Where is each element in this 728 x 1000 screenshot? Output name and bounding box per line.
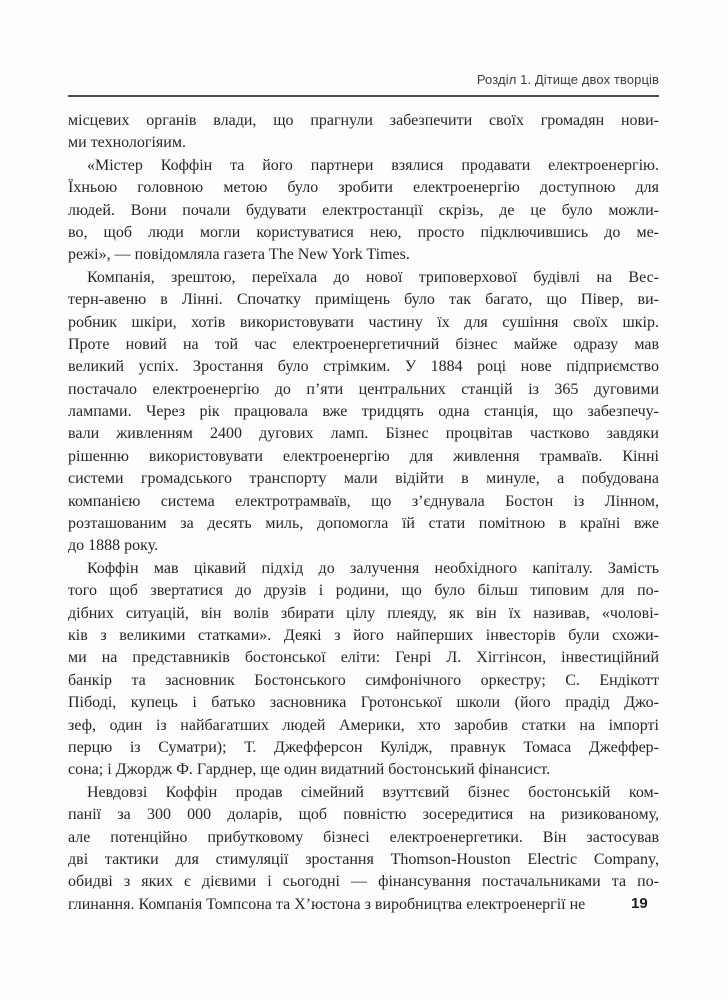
text-line: панії за 300 000 доларів, щоб повністю зосередитися на ризикованому, xyxy=(68,806,659,824)
paragraph xyxy=(68,155,659,267)
text-line: великий успіх. Зростання було стрімким. У 1884 році нове підприємство xyxy=(68,358,659,376)
text-line: дібних ситуацій, він волів збирати цілу плеяду, як він їх називав, «чолові- xyxy=(68,604,659,622)
text-line: перцю із Суматри); Т. Джефферсон Кулідж, правнук Томаса Джеффер- xyxy=(68,738,659,756)
text-body xyxy=(68,110,659,916)
text-line: обидві з яких є дієвими і сьогодні — фінансування постачальниками та по- xyxy=(68,873,659,891)
text-line: розташованим за десять миль, допомогла їй стати помітною в країні вже xyxy=(68,515,659,533)
text-line: сона; і Джордж Ф. Гарднер, ще один видатний бостонський фінансист. xyxy=(68,761,551,779)
text-line: ми на представників бостонської еліти: Генрі Л. Хіггінсон, інвестиційний xyxy=(68,649,659,667)
text-line: Коффін мав цікавий підхід до залучення необхідного капіталу. Замість xyxy=(87,559,659,577)
text-line: Пібоді, купець і батько засновника Гротонської школи (його прадід Джо- xyxy=(68,694,659,712)
text-line: Компанія, зрештою, переїхала до нової триповерхової будівлі на Вес- xyxy=(87,268,659,286)
text-line: терн-авеню в Лінні. Спочатку приміщень було так багато, що Півер, ви- xyxy=(68,291,659,309)
text-line: Невдовзі Коффін продав сімейний взуттєвий бізнес бостонській ком- xyxy=(87,783,659,801)
text-line: компанією система електротрамваїв, що з’єднувала Бостон із Лінном, xyxy=(68,492,659,510)
paragraph xyxy=(68,110,659,155)
paragraph xyxy=(68,782,659,916)
text-line: зеф, один із найбагатших людей Америки, хто заробив статки на імпорті xyxy=(68,716,659,734)
text-line: системи громадського транспорту мали відійти в минуле, а побудована xyxy=(68,470,659,488)
text-line: глинання. Компанія Томпсона та Х’юстона з виробництва електроенергії не xyxy=(68,895,586,913)
text-line: постачало електроенергію до п’яти центральних станцій із 365 дуговими xyxy=(68,380,659,398)
text-line: того щоб звертатися до друзів і родини, що було більш типовим для по- xyxy=(68,582,659,600)
text-line: людей. Вони почали будувати електростанції скрізь, де це було можли- xyxy=(68,201,659,219)
text-line: вали живленням 2400 дугових ламп. Бізнес процвітав частково завдяки xyxy=(68,425,659,443)
text-line: Проте новий на той час електроенергетичний бізнес майже одразу мав xyxy=(68,335,659,353)
text-line: ми технологіяим. xyxy=(68,134,186,152)
page-number: 19 xyxy=(631,895,648,912)
text-line: ків з великими статками». Деякі з його найперших інвесторів були схожи- xyxy=(68,626,659,644)
text-line: режі», — повідомляла газета The New York Times. xyxy=(68,246,410,264)
text-line: але потенційно прибутковому бізнесі електроенергетики. Він застосував xyxy=(68,828,659,846)
text-line: робник шкіри, хотів використовувати частину їх для сушіння своїх шкір. xyxy=(68,313,659,331)
text-line: рішенню використовувати електроенергію для живлення трамваїв. Кінні xyxy=(68,447,659,465)
running-header: Розділ 1. Дітище двох творців xyxy=(476,72,659,87)
text-line: місцевих органів влади, що прагнули забезпечити своїх громадян нови- xyxy=(68,112,659,129)
header-rule xyxy=(68,95,659,97)
text-line: до 1888 року. xyxy=(68,537,159,555)
page-content xyxy=(68,72,659,916)
text-line: во, щоб люди могли користуватися нею, просто підключившись до ме- xyxy=(68,223,659,241)
text-line: Їхньою головною метою було зробити електроенергію доступною для xyxy=(68,179,659,197)
paragraph xyxy=(68,558,659,782)
text-line: банкір та засновник Бостонського симфонічного оркестру; С. Ендікотт xyxy=(68,671,659,689)
text-line: дві тактики для стимуляції зростання Thomson-Houston Electric Company, xyxy=(68,850,659,868)
text-line: «Містер Коффін та його партнери взялися продавати електроенергію. xyxy=(87,156,659,174)
paragraph xyxy=(68,267,659,558)
text-line: лампами. Через рік працювала вже тридцять одна станція, що забезпечу- xyxy=(68,403,659,421)
